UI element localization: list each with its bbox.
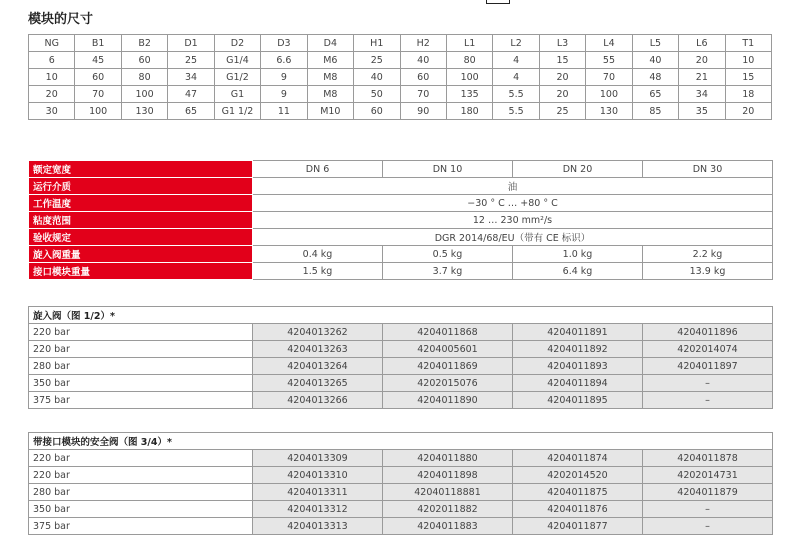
table-cell: 40 xyxy=(354,69,400,86)
part-number-cell: 4204011895 xyxy=(513,392,643,409)
pressure-cell: 220 bar xyxy=(29,467,253,484)
spec-value: 0.5 kg xyxy=(383,246,513,263)
table-cell: G1/2 xyxy=(214,69,260,86)
table-cell: 25 xyxy=(539,103,585,120)
part-number-cell: 4204011883 xyxy=(383,518,513,535)
specifications-table xyxy=(28,160,773,280)
table-cell: 60 xyxy=(75,69,121,86)
part-number-cell: – xyxy=(643,501,773,518)
table-cell: NG xyxy=(29,35,75,52)
page-title: 模块的尺寸 xyxy=(28,12,94,27)
table-cell: 20 xyxy=(29,86,75,103)
spec-row-viscosity xyxy=(29,212,773,229)
table-cell: G1 xyxy=(214,86,260,103)
part-number-cell: 4204013265 xyxy=(253,375,383,392)
table-cell: 90 xyxy=(400,103,446,120)
table-row xyxy=(29,341,773,358)
table-cell: 60 xyxy=(354,103,400,120)
table-cell: D3 xyxy=(261,35,307,52)
table-cell: G1/4 xyxy=(214,52,260,69)
spec-value: DN 6 xyxy=(253,161,383,178)
pressure-cell: 220 bar xyxy=(29,450,253,467)
pressure-cell: 375 bar xyxy=(29,518,253,535)
table-row xyxy=(29,501,773,518)
table-cell: 15 xyxy=(725,69,771,86)
part-number-cell: 4204011878 xyxy=(643,450,773,467)
part-number-cell: 4204013309 xyxy=(253,450,383,467)
table-cell: L2 xyxy=(493,35,539,52)
table-cell: M8 xyxy=(307,69,353,86)
spec-value: 0.4 kg xyxy=(253,246,383,263)
spec-row-rated-width xyxy=(29,161,773,178)
table-cell: L3 xyxy=(539,35,585,52)
page-corner-mark xyxy=(486,0,510,4)
pressure-cell: 220 bar xyxy=(29,341,253,358)
table-cell: 65 xyxy=(632,86,678,103)
spec-value: DN 30 xyxy=(643,161,773,178)
table-cell: 34 xyxy=(168,69,214,86)
table-cell: D1 xyxy=(168,35,214,52)
spec-value: DN 20 xyxy=(513,161,643,178)
table-row xyxy=(29,324,773,341)
part-number-cell: 4204013263 xyxy=(253,341,383,358)
pressure-cell: 375 bar xyxy=(29,392,253,409)
spec-label: 额定宽度 xyxy=(29,161,253,178)
table-cell: 180 xyxy=(446,103,492,120)
spec-label: 接口模块重量 xyxy=(29,263,253,280)
table-cell: L5 xyxy=(632,35,678,52)
dimensions-table xyxy=(28,34,772,120)
table-cell: L4 xyxy=(586,35,632,52)
spec-label: 旋入阀重量 xyxy=(29,246,253,263)
part-number-cell: 4204005601 xyxy=(383,341,513,358)
table-cell: 4 xyxy=(493,52,539,69)
spec-label: 粘度范围 xyxy=(29,212,253,229)
table-row xyxy=(29,392,773,409)
table-cell: 100 xyxy=(121,86,167,103)
table-cell: 130 xyxy=(586,103,632,120)
table-cell: 5.5 xyxy=(493,86,539,103)
spec-value: DGR 2014/68/EU（带有 CE 标识） xyxy=(253,229,773,246)
table-cell: 6.6 xyxy=(261,52,307,69)
part-number-cell: 4204013266 xyxy=(253,392,383,409)
table-row xyxy=(29,518,773,535)
spec-row-module-weight xyxy=(29,263,773,280)
table-cell: 45 xyxy=(75,52,121,69)
table-row xyxy=(29,69,772,86)
spec-value: 油 xyxy=(253,178,773,195)
spec-value: 1.5 kg xyxy=(253,263,383,280)
table-cell: 80 xyxy=(446,52,492,69)
table-row xyxy=(29,484,773,501)
spec-value: 2.2 kg xyxy=(643,246,773,263)
table-cell: 100 xyxy=(446,69,492,86)
part-number-cell: 4204011874 xyxy=(513,450,643,467)
table-cell: G1 1/2 xyxy=(214,103,260,120)
table-cell: 70 xyxy=(75,86,121,103)
part-number-cell: 4204011875 xyxy=(513,484,643,501)
table-cell: 40 xyxy=(632,52,678,69)
section-header: 带接口模块的安全阀（图 3/4）* xyxy=(29,433,773,450)
table-cell: 35 xyxy=(679,103,725,120)
table-cell: 10 xyxy=(725,52,771,69)
part-number-cell: 4204013311 xyxy=(253,484,383,501)
part-number-cell: 42040118881 xyxy=(383,484,513,501)
table-cell: D2 xyxy=(214,35,260,52)
table-cell: 70 xyxy=(586,69,632,86)
table-cell: L1 xyxy=(446,35,492,52)
pressure-cell: 220 bar xyxy=(29,324,253,341)
table-cell: 15 xyxy=(539,52,585,69)
part-number-cell: 4204011869 xyxy=(383,358,513,375)
part-number-cell: – xyxy=(643,518,773,535)
table-cell: 50 xyxy=(354,86,400,103)
table-cell: 60 xyxy=(400,69,446,86)
table-cell: 10 xyxy=(29,69,75,86)
part-number-cell: 4204011868 xyxy=(383,324,513,341)
table-row xyxy=(29,358,773,375)
spec-row-temperature xyxy=(29,195,773,212)
part-number-cell: 4204013310 xyxy=(253,467,383,484)
table-cell: D4 xyxy=(307,35,353,52)
table-cell: 100 xyxy=(75,103,121,120)
safety-valves-table xyxy=(28,432,773,535)
table-row xyxy=(29,86,772,103)
table-cell: 70 xyxy=(400,86,446,103)
screw-in-valves-table xyxy=(28,306,773,409)
table-cell: 21 xyxy=(679,69,725,86)
spec-value: 12 … 230 mm²/s xyxy=(253,212,773,229)
table-row xyxy=(29,467,773,484)
part-number-cell: 4202014731 xyxy=(643,467,773,484)
table-row xyxy=(29,103,772,120)
table-cell: 55 xyxy=(586,52,632,69)
pressure-cell: 280 bar xyxy=(29,358,253,375)
part-number-cell: 4204011879 xyxy=(643,484,773,501)
table-cell: H1 xyxy=(354,35,400,52)
pressure-cell: 280 bar xyxy=(29,484,253,501)
spec-value: 1.0 kg xyxy=(513,246,643,263)
table-cell: 80 xyxy=(121,69,167,86)
table-cell: H2 xyxy=(400,35,446,52)
part-number-cell: 4204011896 xyxy=(643,324,773,341)
table-header-row xyxy=(29,433,773,450)
table-cell: 20 xyxy=(679,52,725,69)
part-number-cell: 4202014074 xyxy=(643,341,773,358)
part-number-cell: 4204011891 xyxy=(513,324,643,341)
table-row xyxy=(29,52,772,69)
part-number-cell: 4204011877 xyxy=(513,518,643,535)
table-cell: 9 xyxy=(261,86,307,103)
pressure-cell: 350 bar xyxy=(29,501,253,518)
table-cell: 135 xyxy=(446,86,492,103)
table-cell: 20 xyxy=(539,86,585,103)
table-row xyxy=(29,450,773,467)
spec-label: 工作温度 xyxy=(29,195,253,212)
table-cell: B1 xyxy=(75,35,121,52)
table-cell: 65 xyxy=(168,103,214,120)
table-cell: B2 xyxy=(121,35,167,52)
table-cell: 40 xyxy=(400,52,446,69)
part-number-cell: 4202014520 xyxy=(513,467,643,484)
table-cell: 100 xyxy=(586,86,632,103)
part-number-cell: 4204011892 xyxy=(513,341,643,358)
part-number-cell: 4204011890 xyxy=(383,392,513,409)
part-number-cell: 4204011894 xyxy=(513,375,643,392)
table-cell: 34 xyxy=(679,86,725,103)
table-row xyxy=(29,375,773,392)
table-cell: 20 xyxy=(725,103,771,120)
table-cell: 30 xyxy=(29,103,75,120)
table-cell: 20 xyxy=(539,69,585,86)
spec-value: DN 10 xyxy=(383,161,513,178)
table-cell: 25 xyxy=(354,52,400,69)
table-cell: 9 xyxy=(261,69,307,86)
spec-row-valve-weight xyxy=(29,246,773,263)
table-cell: 11 xyxy=(261,103,307,120)
part-number-cell: 4204011876 xyxy=(513,501,643,518)
table-cell: 4 xyxy=(493,69,539,86)
part-number-cell: 4204013262 xyxy=(253,324,383,341)
table-cell: T1 xyxy=(725,35,771,52)
part-number-cell: 4202015076 xyxy=(383,375,513,392)
table-cell: 5.5 xyxy=(493,103,539,120)
table-cell: 6 xyxy=(29,52,75,69)
table-header-row xyxy=(29,35,772,52)
part-number-cell: – xyxy=(643,375,773,392)
section-header: 旋入阀（图 1/2）* xyxy=(29,307,773,324)
part-number-cell: 4204011880 xyxy=(383,450,513,467)
part-number-cell: 4204013313 xyxy=(253,518,383,535)
table-cell: M10 xyxy=(307,103,353,120)
table-cell: 47 xyxy=(168,86,214,103)
pressure-cell: 350 bar xyxy=(29,375,253,392)
table-cell: 25 xyxy=(168,52,214,69)
table-cell: 130 xyxy=(121,103,167,120)
table-cell: 18 xyxy=(725,86,771,103)
part-number-cell: – xyxy=(643,392,773,409)
table-cell: L6 xyxy=(679,35,725,52)
spec-value: 13.9 kg xyxy=(643,263,773,280)
spec-value: 6.4 kg xyxy=(513,263,643,280)
table-cell: M6 xyxy=(307,52,353,69)
table-cell: M8 xyxy=(307,86,353,103)
table-cell: 60 xyxy=(121,52,167,69)
part-number-cell: 4204011898 xyxy=(383,467,513,484)
part-number-cell: 4204013264 xyxy=(253,358,383,375)
part-number-cell: 4204013312 xyxy=(253,501,383,518)
table-header-row xyxy=(29,307,773,324)
spec-label: 运行介质 xyxy=(29,178,253,195)
spec-row-medium xyxy=(29,178,773,195)
part-number-cell: 4204011897 xyxy=(643,358,773,375)
spec-value: −30 ° C … +80 ° C xyxy=(253,195,773,212)
spec-row-approval xyxy=(29,229,773,246)
part-number-cell: 4204011893 xyxy=(513,358,643,375)
table-cell: 85 xyxy=(632,103,678,120)
spec-label: 验收规定 xyxy=(29,229,253,246)
spec-value: 3.7 kg xyxy=(383,263,513,280)
part-number-cell: 4202011882 xyxy=(383,501,513,518)
table-cell: 48 xyxy=(632,69,678,86)
